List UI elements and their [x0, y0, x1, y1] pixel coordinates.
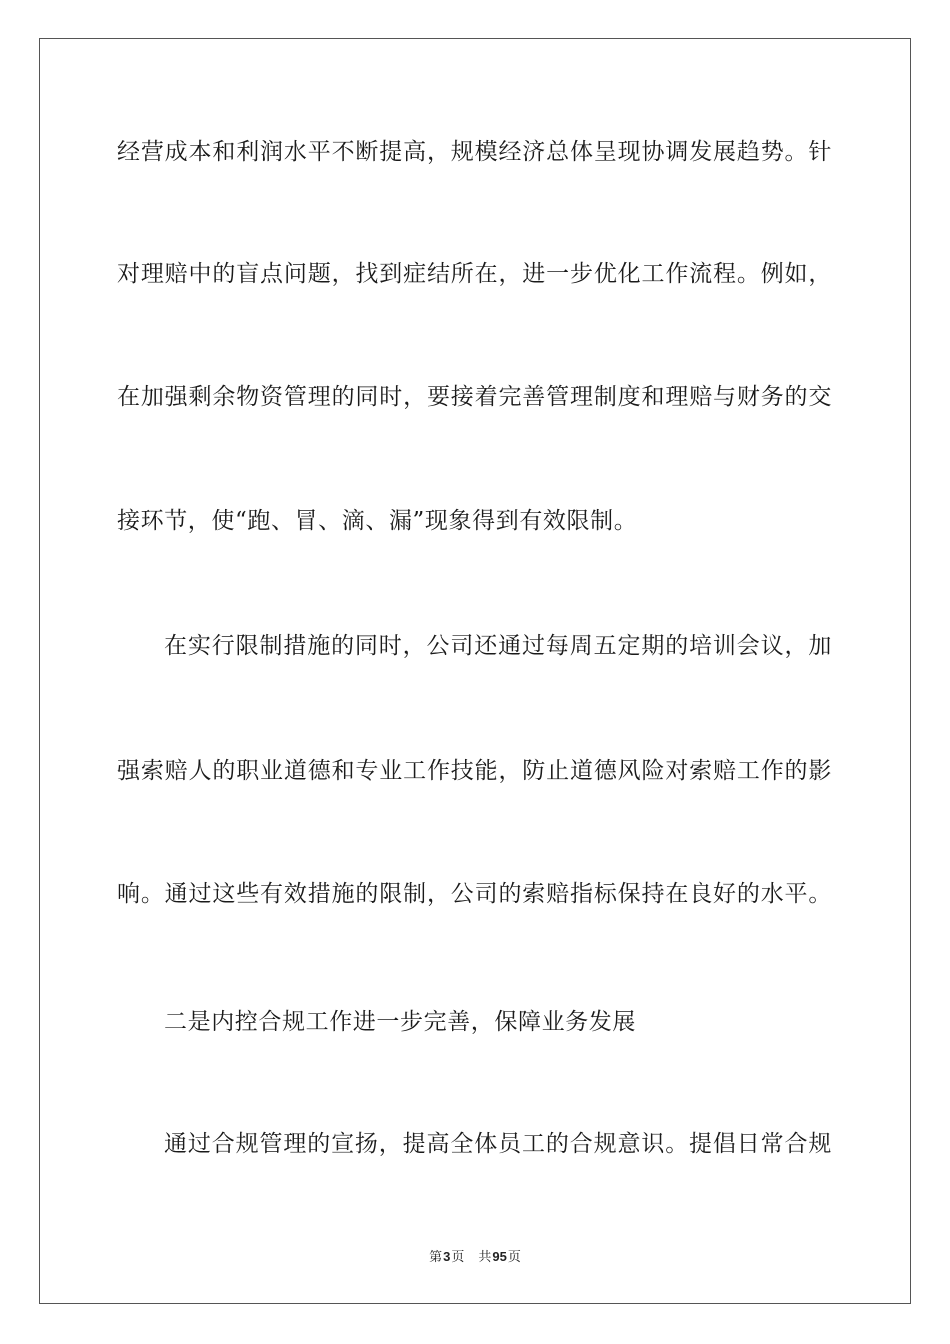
footer-total-prefix: 共	[478, 1250, 492, 1265]
page-footer	[0, 1248, 950, 1267]
body-line-1: 经营成本和利润水平不断提高，规模经济总体呈现协调发展趋势。针	[117, 139, 832, 165]
body-line-2: 对理赔中的盲点问题，找到症结所在，进一步优化工作流程。例如，	[117, 261, 832, 287]
body-line-3: 在加强剩余物资管理的同时，要接着完善管理制度和理赔与财务的交	[117, 384, 832, 410]
body-line-4: 接环节，使“跑、冒、滴、漏”现象得到有效限制。	[117, 508, 638, 534]
footer-total-pages: 95	[492, 1249, 507, 1264]
footer-total-suffix: 页	[507, 1250, 521, 1265]
body-line-6: 强索赔人的职业道德和专业工作技能，防止道德风险对索赔工作的影	[117, 758, 832, 784]
body-line-7: 响。通过这些有效措施的限制，公司的索赔指标保持在良好的水平。	[117, 881, 832, 907]
body-line-5: 在实行限制措施的同时，公司还通过每周五定期的培训会议，加	[164, 633, 832, 659]
section-heading: 二是内控合规工作进一步完善，保障业务发展	[164, 1009, 636, 1035]
footer-page-suffix: 页	[451, 1250, 465, 1265]
page-border	[39, 38, 911, 1304]
footer-page-number: 3	[443, 1249, 451, 1264]
footer-page-prefix: 第	[429, 1250, 443, 1265]
body-line-9: 通过合规管理的宣扬，提高全体员工的合规意识。提倡日常合规	[164, 1131, 832, 1157]
